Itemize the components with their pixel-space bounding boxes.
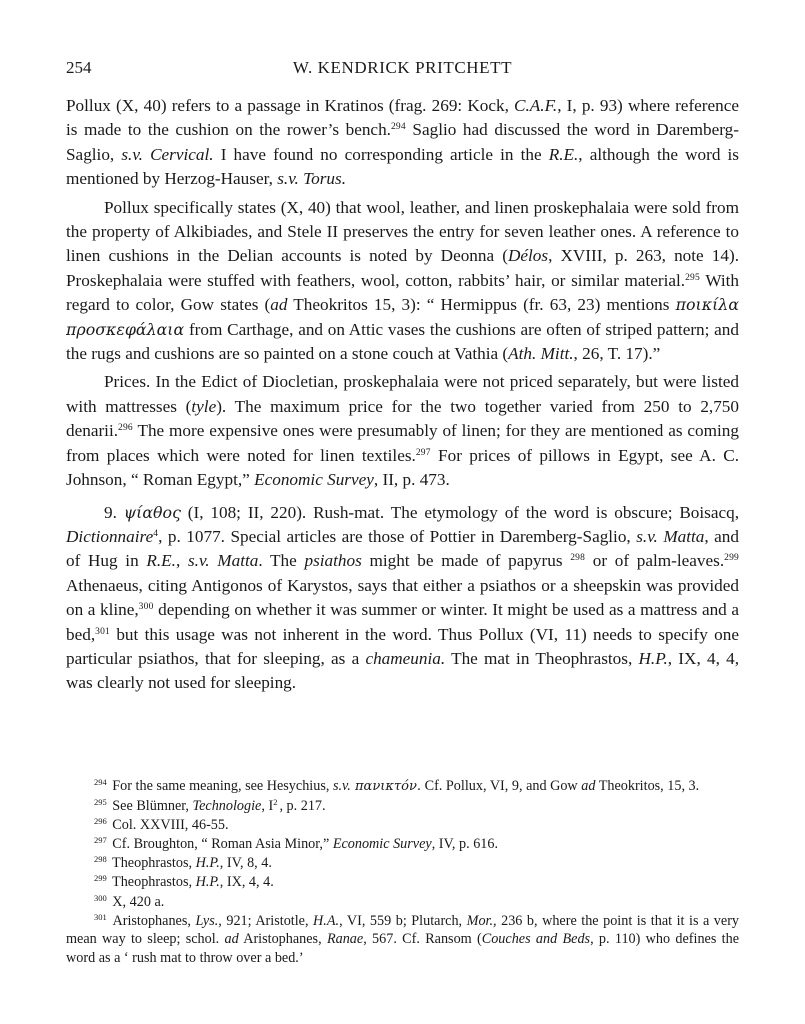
text-run: but this usage was not inherent in the word. Thus Pollux (VI, 11) needs to specify one particular psiathos, that for sleeping, as a (66, 624, 739, 668)
italic-run: chameunia. (365, 648, 446, 668)
footnote-ref-296[interactable]: 296 (118, 423, 133, 434)
greek-run: πανικτόν. (350, 779, 422, 794)
text-run: Theokritos, 15, 3. (595, 778, 700, 794)
text-run: from Carthage, and on Attic vases the cushions are often of striped pattern; and the rugs and cushions are so painted on a stone couch at Vathia ( (66, 319, 739, 364)
text-run: , 236 b, where the point is that it is a very mean way to sleep; schol. (66, 912, 740, 948)
text-run: The mat in Theophrastos, (445, 648, 639, 668)
text-run: , VI, 559 b; Plutarch, (339, 912, 467, 929)
text-run: , although the word is mentioned by Herzog-Hauser, (66, 144, 739, 189)
text-run: Cf. Pollux, VI, 9, and Gow (421, 778, 582, 794)
text-run: X, 420 a. (108, 893, 165, 910)
footnote-number: 294 (94, 777, 107, 787)
footnote-ref-298[interactable]: 298 (570, 553, 586, 564)
text-run: Col. XXVIII, 46-55. (108, 817, 229, 834)
paragraph-proskephalaia (66, 196, 739, 367)
text-run: Pollux (X, 40) refers to a passage in Kratinos (frag. 269: Kock, (66, 96, 515, 115)
italic-run: H.A. (313, 912, 340, 929)
footnote-ref-295[interactable]: 295 (685, 272, 700, 283)
text-run: Aristophanes, (108, 912, 196, 929)
greek-run: ψίαθος (123, 502, 181, 522)
italic-run: ad (224, 931, 239, 948)
text-run: Saglio had discussed the word in Daremberg-Saglio, (66, 120, 739, 164)
italic-run: H.P. (195, 855, 220, 872)
footnote-ref-294[interactable]: 294 (390, 122, 406, 133)
italic-run: ad (581, 778, 596, 794)
footnotes (66, 777, 739, 968)
text-run: , p. 110) who defines the word as a ‘ rush mat to throw over a bed.’ (66, 931, 739, 966)
italic-run: Dictionnaire (66, 526, 154, 546)
text-run: , I, p. 93) where reference is made to the cushion on the rower’s bench. (66, 96, 739, 140)
text-run: . The (258, 551, 305, 571)
text-run: , and of Hug in (66, 526, 739, 571)
text-run: Theokritos 15, 3): “ Hermippus (fr. 63, 23) mentions (287, 295, 676, 315)
footnote-number: 298 (94, 854, 107, 865)
italic-run: Ranae (326, 931, 364, 948)
text-run: Theophrastos, (108, 874, 196, 891)
italic-run: s.v. Matta (187, 551, 259, 571)
italic-run: H.P. (638, 648, 668, 668)
footnote-299 (66, 873, 739, 892)
text-run: , IX, 4, 4. (219, 874, 274, 891)
italic-run: Economic Survey (332, 836, 432, 853)
footnote-ref-300[interactable]: 300 (138, 602, 154, 613)
page-header (66, 58, 739, 82)
footnote-294 (66, 777, 739, 797)
running-head: W. KENDRICK PRITCHETT (292, 58, 513, 77)
footnote-ref-299[interactable]: 299 (724, 553, 739, 564)
italic-run: H.P. (195, 874, 220, 891)
italic-run: Couches and Beds (481, 931, 591, 948)
italic-run: R.E. (146, 551, 176, 571)
footnote-number: 296 (94, 816, 107, 827)
text-run: The more expensive ones were presumably of linen; for they are mentioned as coming from places which were noted for linen textiles. (66, 421, 739, 465)
footnote-number: 300 (94, 892, 107, 903)
italic-run: tyle (191, 396, 217, 416)
greek-run: ποικίλα προσκεφάλαια (66, 295, 740, 339)
italic-run: psiathos (304, 551, 362, 571)
italic-run: s.v. Torus. (277, 169, 346, 189)
text-run: ). The maximum price for the two together varied from 250 to 2,750 denarii. (66, 396, 739, 441)
text-run: Theophrastos, (108, 855, 196, 872)
footnote-number: 299 (94, 873, 107, 884)
footnote-297 (66, 835, 739, 854)
text-run: , I (261, 798, 274, 815)
text-run: , IX, 4, 4, was clearly not used for sleeping. (66, 648, 739, 693)
footnote-number: 295 (94, 797, 107, 808)
body-text (66, 94, 739, 700)
text-run: , XVIII, p. 263, note 14). Proskephalaia were stuffed with feathers, wool, cotton, rabbits’ hair, or similar material. (66, 246, 739, 290)
footnote-296 (66, 816, 739, 835)
text-run: , 26, T. 17).” (573, 344, 661, 364)
footnote-number: 301 (94, 911, 107, 922)
paragraph-prices (66, 370, 739, 492)
italic-run: Délos (507, 246, 549, 266)
italic-run: Lys. (195, 912, 219, 929)
text-run: For the same meaning, see Hesychius, (108, 778, 333, 794)
text-run: With regard to color, Gow states ( (66, 270, 739, 315)
text-run: Pollux specifically states (X, 40) that wool, leather, and linen proskephalaia were sold from the property of Alkibiades, and Stele II preserves the entry for seven leather ones. A reference to linen cushions in the Delian accounts is noted by Deonna ( (66, 197, 739, 266)
italic-run: s.v. (332, 778, 351, 794)
text-run: depending on whether it was summer or winter. It might be used as a mattress and a bed, (66, 600, 739, 644)
italic-run: Mor. (466, 912, 494, 929)
text-run: Athenaeus, citing Antigonos of Karystos, says that either a psiathos or a sheepskin was provided on a kline, (66, 575, 739, 620)
section-number: 9. (104, 502, 124, 522)
footnote-298 (66, 854, 739, 873)
text-run: Cf. Broughton, “ Roman Asia Minor,” (108, 836, 333, 853)
text-run: Prices. In the Edict of Diocletian, proskephalaia were not priced separately, but were listed with mattresses ( (66, 372, 739, 416)
footnote-ref-297[interactable]: 297 (415, 447, 431, 458)
footnote-300 (66, 893, 739, 912)
footnote-301 (66, 912, 739, 968)
footnote-number: 297 (94, 835, 107, 846)
text-run: , IV, p. 616. (431, 836, 499, 853)
italic-run: ad (270, 295, 288, 315)
text-run: For prices of pillows in Egypt, see A. C. Johnson, “ Roman Egypt,” (66, 445, 739, 490)
italic-run: s.v. Matta (636, 526, 705, 546)
text-run: might be made of papyrus (361, 551, 571, 571)
edition-superscript: 2 (273, 797, 278, 808)
text-run: , p. 217. (279, 798, 326, 815)
paragraph-psiathos (66, 501, 739, 696)
italic-run: Economic Survey (254, 470, 374, 490)
italic-run: Technologie (192, 798, 262, 815)
italic-run: R.E. (548, 144, 579, 164)
paragraph-kratinos (66, 94, 739, 192)
italic-run: s.v. Cervical. (121, 144, 214, 164)
italic-run: C.A.F. (514, 96, 558, 115)
text-run: (I, 108; II, 220). Rush-mat. The etymology of the word is obscure; Boisacq, (180, 502, 739, 522)
text-run: , 567. Cf. Ransom ( (363, 931, 482, 948)
text-run: , IV, 8, 4. (219, 855, 272, 872)
text-run: , II, p. 473. (373, 470, 450, 490)
text-run: or of palm-leaves. (585, 551, 725, 571)
text-run: , (175, 551, 188, 571)
footnote-ref-301[interactable]: 301 (95, 626, 110, 637)
text-run: , 921; Aristotle, (218, 912, 314, 929)
footnote-295 (66, 797, 739, 816)
page-number: 254 (66, 58, 92, 77)
text-run: , p. 1077. Special articles are those of Pottier in Daremberg-Saglio, (158, 526, 637, 546)
text-run: Aristophanes, (238, 931, 327, 948)
text-run: See Blümner, (108, 798, 193, 815)
edition-superscript: 4 (153, 528, 159, 539)
italic-run: Ath. Mitt. (508, 344, 574, 364)
text-run: I have found no corresponding article in the (213, 144, 549, 164)
